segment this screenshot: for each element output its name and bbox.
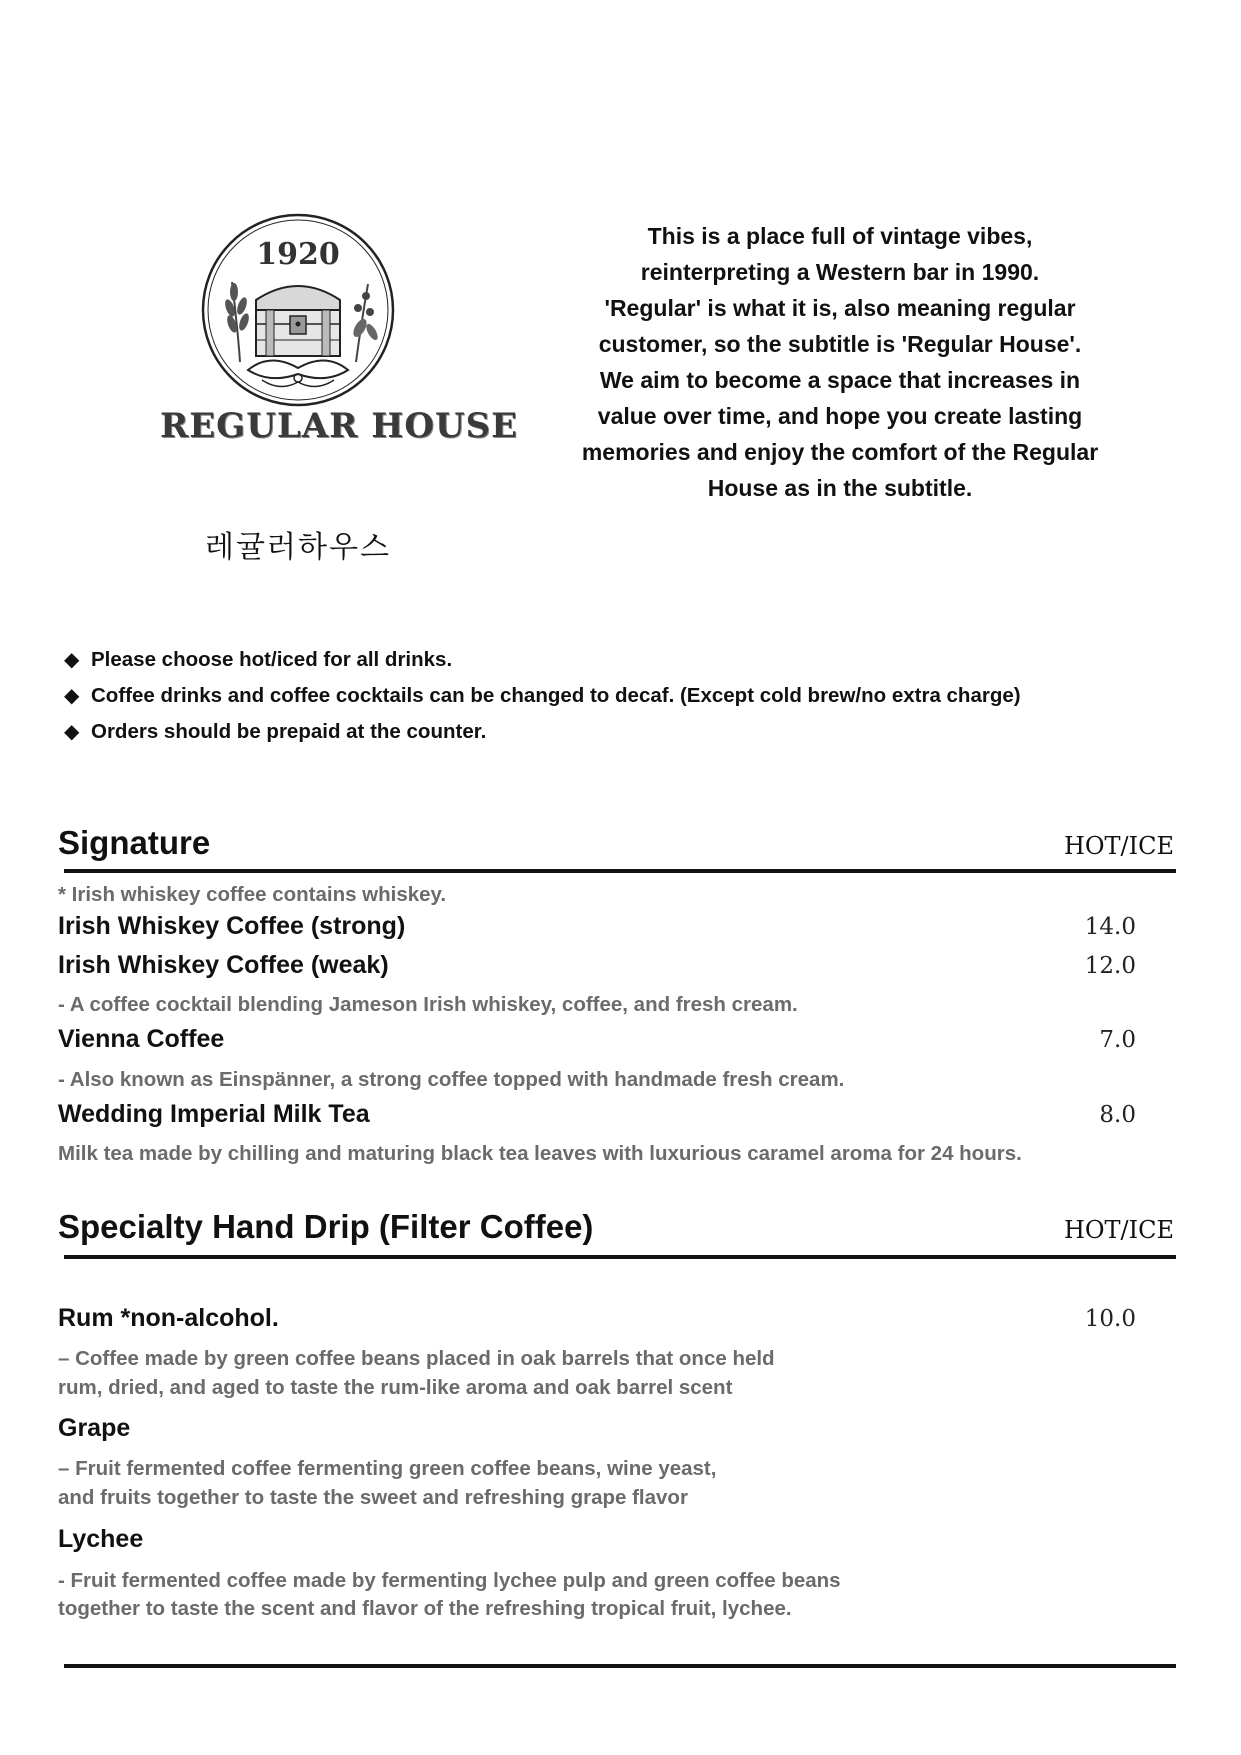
intro-line: memories and enjoy the comfort of the Regular: [581, 439, 1099, 465]
menu-item-price: 14.0: [1084, 914, 1136, 940]
hot-ice-column-label: HOT/ICE: [1063, 1216, 1174, 1244]
section-divider: [64, 1255, 1176, 1259]
intro-line: This is a place full of vintage vibes,: [647, 223, 1033, 249]
menu-item-price: 7.0: [1099, 1027, 1136, 1053]
menu-item-name: Irish Whiskey Coffee (strong): [58, 912, 406, 940]
signature-section: [58, 824, 1176, 1164]
notice-item: [64, 642, 1174, 678]
diamond-bullet-icon: ◆: [64, 721, 80, 743]
menu-item: [58, 1025, 1176, 1054]
menu-item-name: Wedding Imperial Milk Tea: [58, 1100, 370, 1128]
order-notices: [64, 642, 1174, 750]
menu-item-price: 8.0: [1099, 1102, 1136, 1128]
brand-name: REGULAR HOUSE: [160, 406, 519, 446]
menu-item-price: 10.0: [1084, 1306, 1136, 1332]
menu-item: [58, 1100, 1176, 1129]
menu-item-name: Irish Whiskey Coffee (weak): [58, 951, 389, 979]
section-divider: [64, 869, 1176, 873]
intro-line: reinterpreting a Western bar in 1990.: [640, 259, 1040, 285]
menu-item: [58, 1414, 1176, 1443]
intro-line: We aim to become a space that increases in: [599, 367, 1081, 393]
menu-item-description: together to taste the scent and flavor of the refreshing tropical fruit, lychee.: [58, 1597, 792, 1620]
menu-item-description: – Fruit fermented coffee fermenting green coffee beans, wine yeast,: [58, 1457, 717, 1480]
intro-paragraph: [560, 218, 1120, 506]
menu-item: [58, 1304, 1176, 1333]
menu-item: [58, 1525, 1176, 1554]
menu-item-description: - A coffee cocktail blending Jameson Irish whiskey, coffee, and fresh cream.: [58, 993, 798, 1016]
notice-item: [64, 714, 1174, 750]
menu-item-name: Lychee: [58, 1525, 144, 1553]
bottom-divider: [64, 1664, 1176, 1668]
menu-item-description: Milk tea made by chilling and maturing black tea leaves with luxurious caramel aroma for 24 hours.: [58, 1142, 1022, 1165]
menu-item-name: Grape: [58, 1414, 131, 1442]
menu-item-description: - Fruit fermented coffee made by fermenting lychee pulp and green coffee beans: [58, 1569, 841, 1592]
section-title: Specialty Hand Drip (Filter Coffee): [58, 1208, 594, 1245]
menu-item-description: and fruits together to taste the sweet and refreshing grape flavor: [58, 1486, 688, 1509]
intro-line: 'Regular' is what it is, also meaning regular: [604, 295, 1076, 321]
diamond-bullet-icon: ◆: [64, 685, 80, 707]
intro-line: value over time, and hope you create lasting: [597, 403, 1083, 429]
hand-drip-section: [58, 1208, 1176, 1628]
intro-line: customer, so the subtitle is 'Regular House'.: [598, 331, 1082, 357]
treasure-chest-emblem-icon: [200, 212, 396, 408]
menu-item: [58, 951, 1176, 980]
menu-item-description: - Also known as Einspänner, a strong coffee topped with handmade fresh cream.: [58, 1068, 845, 1091]
menu-item-name: Vienna Coffee: [58, 1025, 225, 1053]
notice-item: [64, 678, 1174, 714]
hot-ice-column-label: HOT/ICE: [1063, 832, 1174, 860]
logo-year: 1920: [256, 237, 340, 272]
section-title: Signature: [58, 824, 211, 861]
menu-item-name: Rum *non-alcohol.: [58, 1304, 279, 1332]
section-note: * Irish whiskey coffee contains whiskey.: [58, 883, 447, 906]
notice-text: Orders should be prepaid at the counter.: [91, 720, 487, 743]
menu-item-description: rum, dried, and aged to taste the rum-like aroma and oak barrel scent: [58, 1376, 733, 1399]
brand-korean-name: 레귤러하우스: [205, 530, 391, 565]
notice-text: Coffee drinks and coffee cocktails can be changed to decaf. (Except cold brew/no extra charge): [91, 684, 1021, 707]
diamond-bullet-icon: ◆: [64, 649, 80, 671]
notice-text: Please choose hot/iced for all drinks.: [91, 648, 453, 671]
menu-item: [58, 912, 1176, 941]
menu-item-price: 12.0: [1084, 953, 1136, 979]
intro-line: House as in the subtitle.: [707, 475, 973, 501]
menu-item-description: – Coffee made by green coffee beans placed in oak barrels that once held: [58, 1347, 775, 1370]
